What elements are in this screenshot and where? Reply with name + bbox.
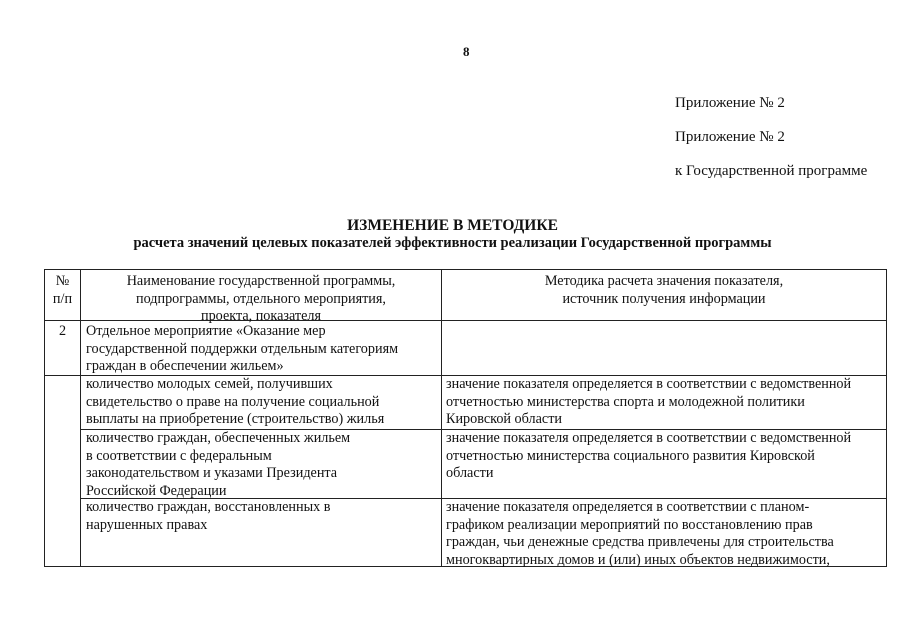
methodology-table: [44, 269, 887, 567]
appendix-line-3: к Государственной программе: [675, 163, 868, 179]
table-cell-method: значение показателя определяется в соответствии с ведомственной отчетностью министерства социального развития Кировской области: [446, 430, 852, 481]
header-name: Наименование государственной программы, подпрограммы, отдельного мероприятия, проекта, показателя: [126, 273, 396, 324]
table-cell-name: количество граждан, восстановленных в нарушенных правах: [86, 499, 331, 533]
header-num: № п/п: [52, 273, 73, 307]
appendix-line-1: Приложение № 2: [675, 95, 785, 111]
page-number: 8: [463, 44, 470, 59]
header-method: Методика расчета значения показателя, источник получения информации: [544, 273, 784, 307]
table-cell-method: значение показателя определяется в соответствии с планом- графиком реализации мероприятий по восстановлению прав граждан, чьи денежные средства привлечены для строительства многоквартирных домов и (или) иных объектов недвижимости,: [446, 499, 834, 568]
appendix-line-2: Приложение № 2: [675, 129, 785, 145]
table-cell-method: значение показателя определяется в соответствии с ведомственной отчетностью министерства спорта и молодежной политики Кировской области: [446, 376, 852, 427]
table-cell-name: Отдельное мероприятие «Оказание мер государственной поддержки отдельным категориям граждан в обеспечении жильем»: [86, 323, 399, 374]
column-divider: [441, 270, 442, 566]
document-title: ИЗМЕНЕНИЕ В МЕТОДИКЕ: [347, 217, 558, 234]
table-cell-name: количество граждан, обеспеченных жильем в соответствии с федеральным законодательством и указами Президента Российской Федерации: [86, 430, 351, 499]
table-cell-num: 2: [58, 323, 67, 339]
table-cell-name: количество молодых семей, получивших свидетельство о праве на получение социальной выплаты на приобретение (строительство) жилья: [86, 376, 385, 427]
document-subtitle: расчета значений целевых показателей эффективности реализации Государственной программы: [133, 235, 772, 251]
